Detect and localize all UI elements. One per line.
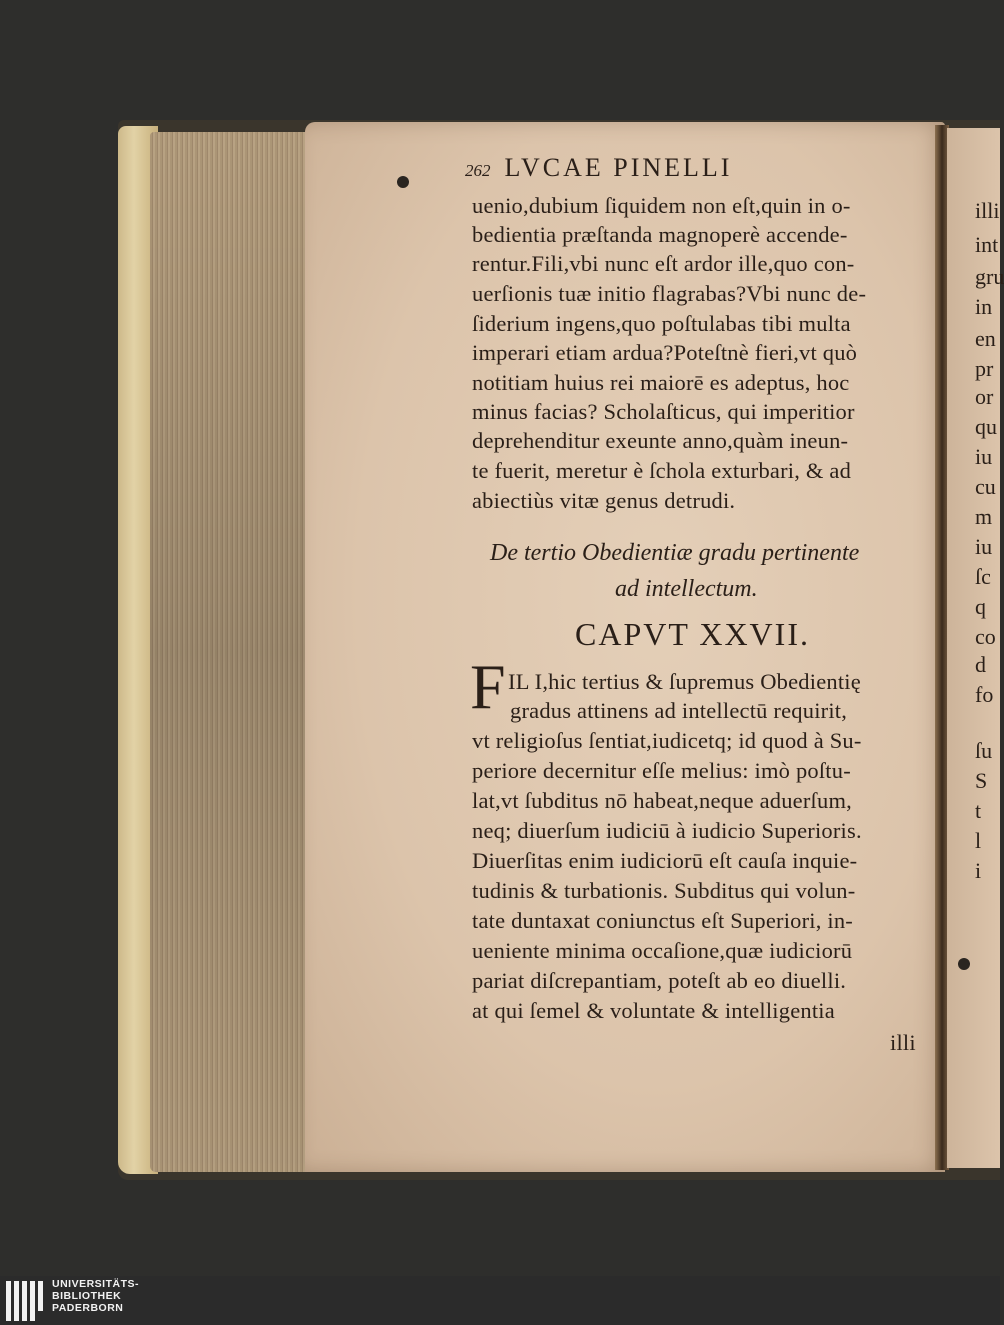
text-line: vt religioſus ſentiat,iudicetq; id quod à Su- <box>472 728 862 753</box>
catchword: illi <box>890 1030 916 1055</box>
text-line: rentur.Fili,vbi nunc eſt ardor ille,quo con- <box>472 251 855 276</box>
institution-name-line: PADERBORN <box>52 1302 124 1314</box>
facing-line: ſc <box>975 564 991 589</box>
facing-line: S <box>975 768 988 793</box>
facing-line: pr <box>975 356 994 381</box>
facing-line: fo <box>975 682 994 707</box>
text-line: deprehenditur exeunte anno,quàm ineun- <box>472 428 849 453</box>
text-line: IL I,hic tertius & ſupremus Obedientię <box>508 669 861 694</box>
text-line: Diuerſitas enim iudiciorū eſt cauſa inquie- <box>472 848 858 873</box>
facing-line: q <box>975 594 986 619</box>
facing-line: illi <box>975 198 1000 223</box>
facing-line: in <box>975 294 993 319</box>
text-line: pariat diſcrepantiam, poteſt ab eo diuelli. <box>472 968 847 993</box>
drop-cap: F <box>470 651 506 722</box>
institution-name-line: BIBLIOTHEK <box>52 1290 122 1302</box>
section-heading-line: ad intellectum. <box>615 576 758 602</box>
facing-line: cu <box>975 474 996 499</box>
text-line: ueniente minima occaſione,quæ iudiciorū <box>472 938 853 963</box>
text-line: te fuerit, meretur è ſchola exturbari, & ad <box>472 458 852 483</box>
section-heading-line: De tertio Obedientiæ gradu pertinente <box>490 540 860 566</box>
text-line: neq; diuerſum iudiciū à iudicio Superioris. <box>472 818 862 843</box>
footer-bar <box>0 1276 1000 1325</box>
facing-line: t <box>975 798 982 823</box>
text-line: uenio,dubium ſiquidem non eſt,quin in o- <box>472 193 851 218</box>
text-line: at qui ſemel & voluntate & intelligentia <box>472 998 835 1023</box>
text-line: tate duntaxat coniunctus eſt Superiori, in- <box>472 908 854 933</box>
page-number: 262 <box>465 161 491 180</box>
text-line: abiectiùs vitæ genus detrudi. <box>472 488 736 513</box>
text-line: notitiam huius rei maiorē es adeptus, hoc <box>472 370 850 395</box>
text-line: tudinis & turbationis. Subditus qui volun- <box>472 878 856 903</box>
text-line: imperari etiam ardua?Poteſtnè fieri,vt quò <box>472 340 858 365</box>
text-line: lat,vt ſubditus nō habeat,neque aduerſum, <box>472 788 852 813</box>
text-line: uerſionis tuæ initio flagrabas?Vbi nunc de- <box>472 281 867 306</box>
text-line: minus facias? Scholaſticus, qui imperitior <box>472 399 855 424</box>
text-line: periore decernitur eſſe melius: imò poſtu- <box>472 758 851 783</box>
running-head-title: LVCAE PINELLI <box>504 153 733 182</box>
facing-line: en <box>975 326 996 351</box>
facing-line: or <box>975 384 994 409</box>
institution-name-line: UNIVERSITÄTS- <box>52 1278 140 1290</box>
facing-line: ſu <box>975 738 993 763</box>
running-head <box>465 153 732 183</box>
facing-line: int <box>975 232 999 257</box>
facing-line: gru <box>975 264 1004 289</box>
facing-line: co <box>975 624 996 649</box>
worm-hole <box>397 176 409 188</box>
chapter-title: CAPVT XXVII. <box>575 616 810 652</box>
text-line: gradus attinens ad intellectū requirit, <box>510 698 848 723</box>
library-logo-icon <box>6 1281 44 1321</box>
facing-line: qu <box>975 414 997 439</box>
facing-line: l <box>975 828 982 853</box>
facing-line: d <box>975 652 986 677</box>
worm-hole <box>958 958 970 970</box>
page-stack-shade <box>150 132 320 1172</box>
facing-line: i <box>975 858 982 883</box>
text-line: ſiderium ingens,quo poſtulabas tibi multa <box>472 311 851 336</box>
facing-line: m <box>975 504 993 529</box>
text-line: bedientia præſtanda magnoperè accende- <box>472 222 848 247</box>
facing-line: iu <box>975 534 993 559</box>
facing-line: iu <box>975 444 993 469</box>
